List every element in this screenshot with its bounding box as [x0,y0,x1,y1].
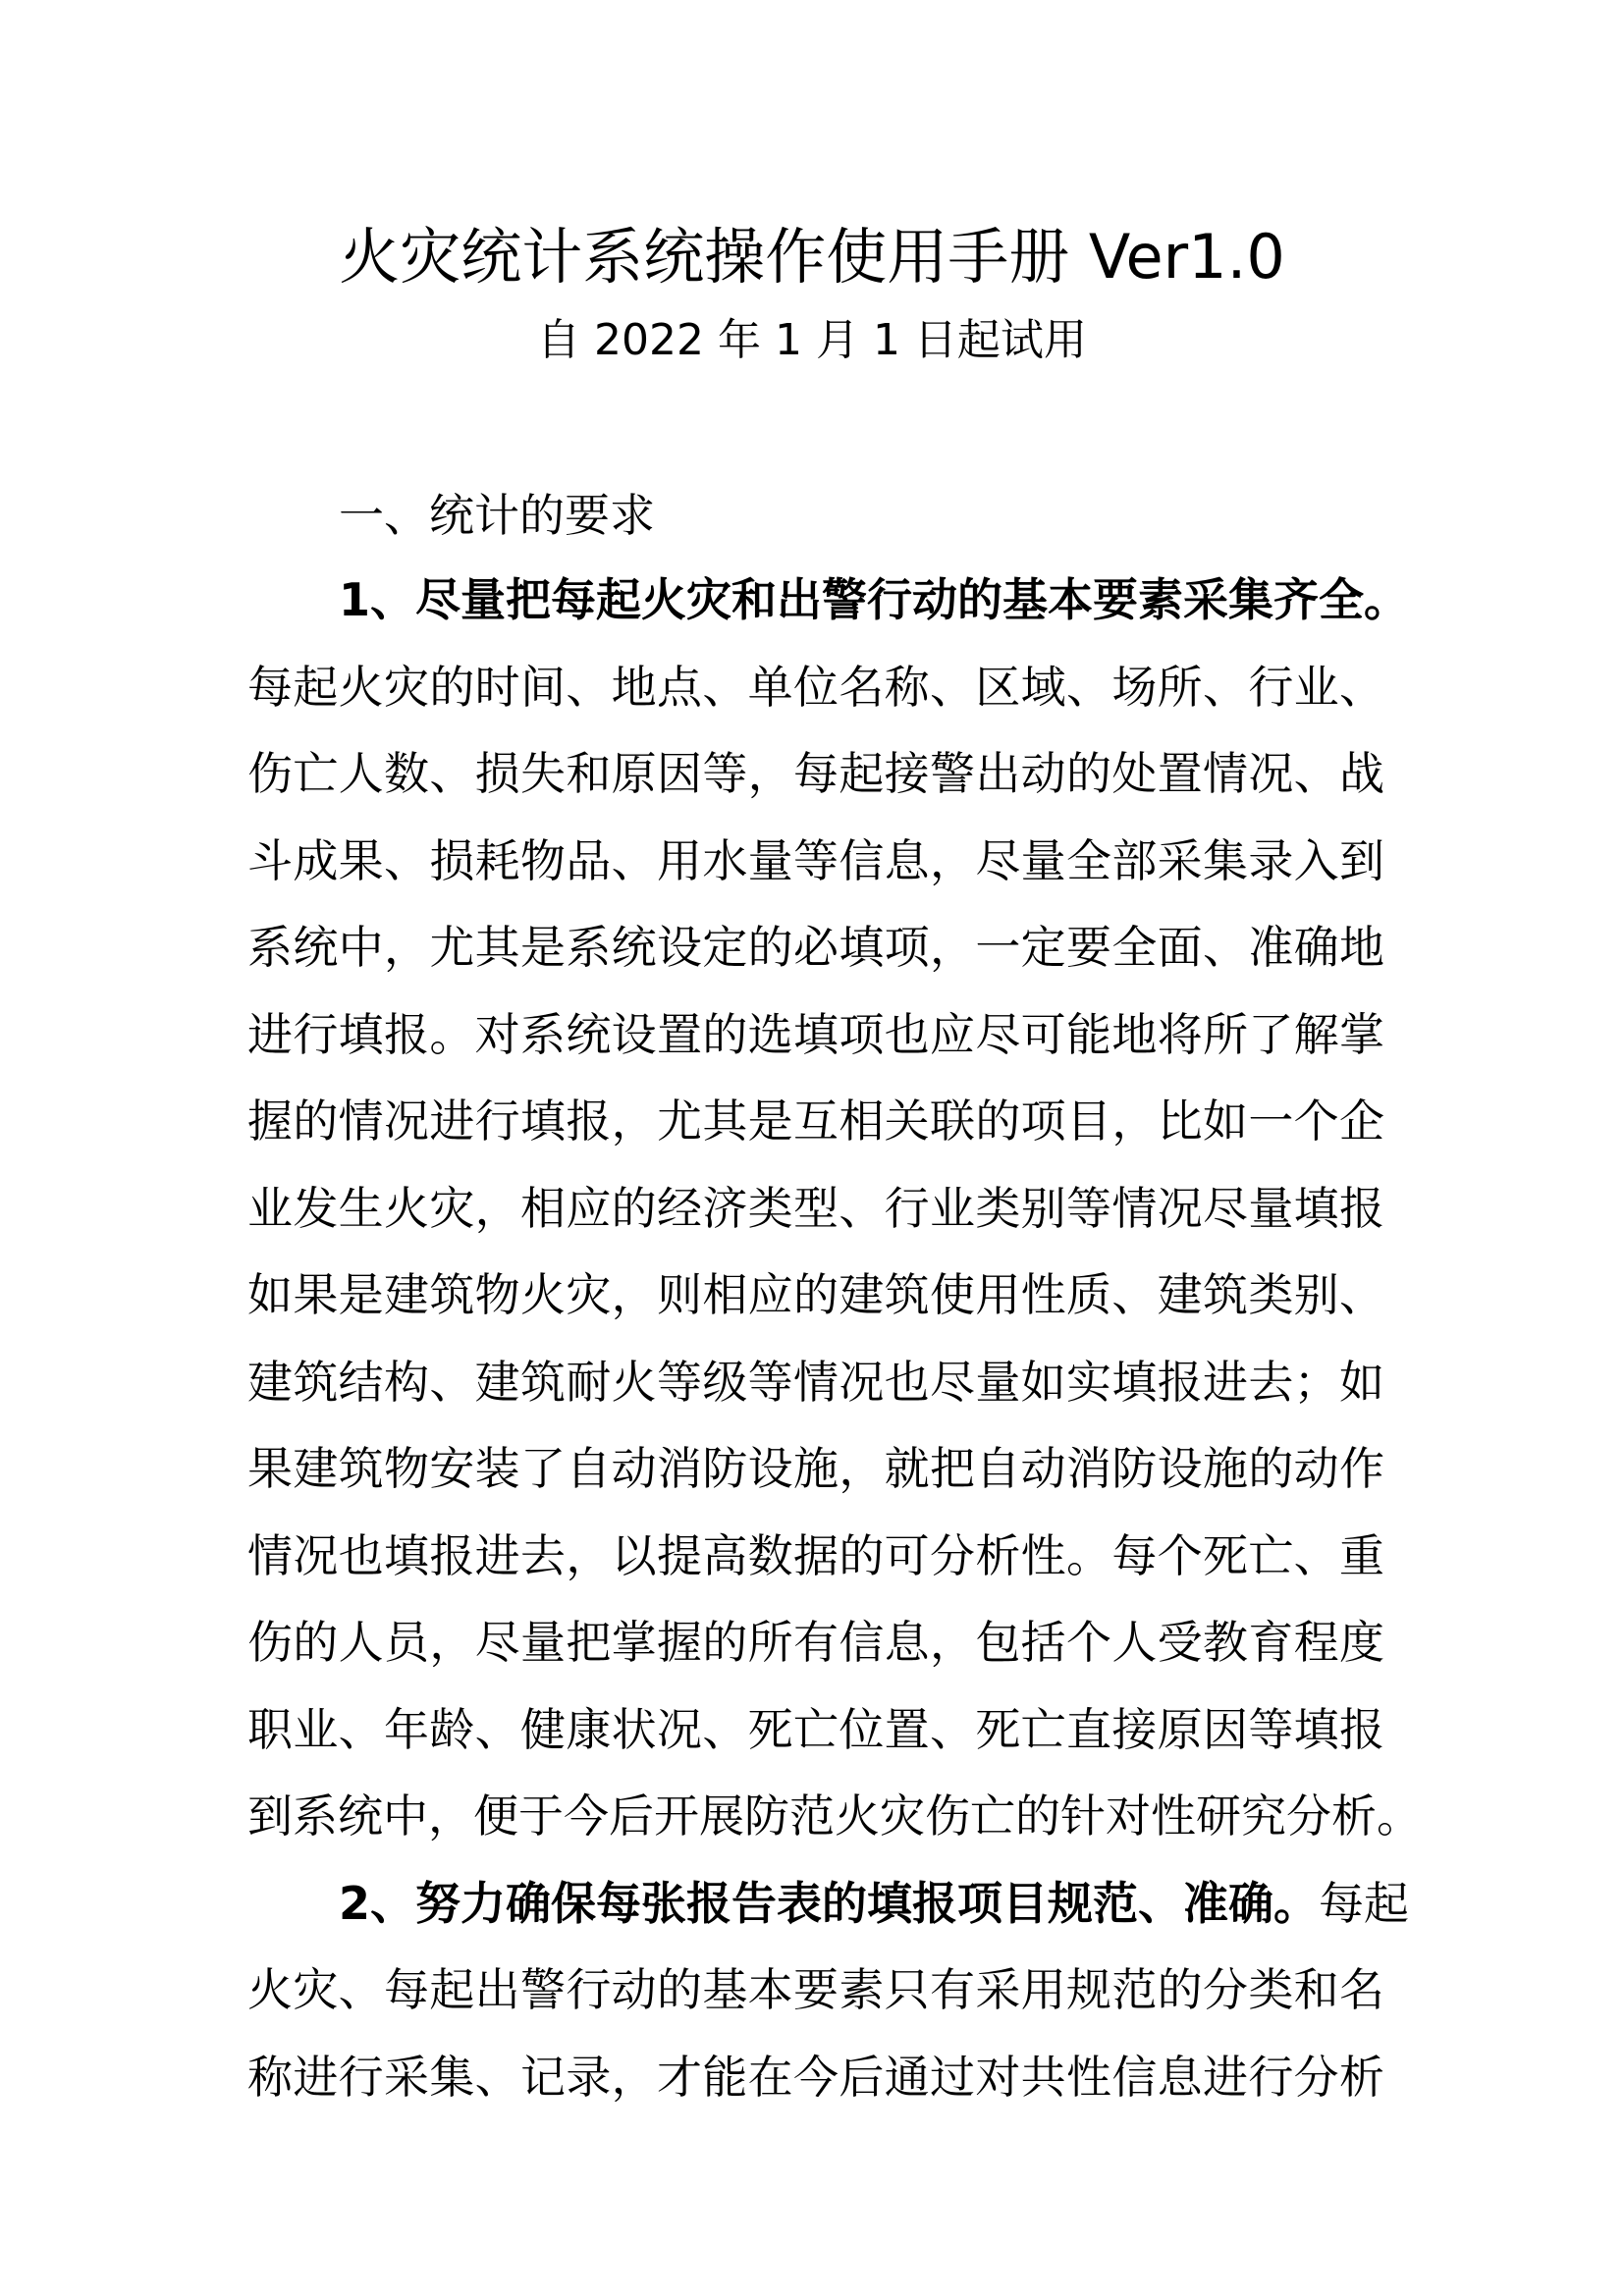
item1-heading [247,557,1410,644]
item2-bold: 2、努力确保每张报告表的填报项目规范、准确。 [339,1876,1320,1930]
paragraph-line: 职业、年龄、健康状况、死亡位置、死亡直接原因等填报 [247,1702,1384,1756]
paragraph-line: 果建筑物安装了自动消防设施，就把自动消防设施的动作 [247,1442,1384,1495]
item2-rest: 每起 [1319,1876,1410,1930]
paragraph-line: 斗成果、损耗物品、用水量等信息，尽量全部采集录入到 [247,833,1384,887]
paragraph-line: 进行填报。对系统设置的选填项也应尽可能地将所了解掌 [247,1007,1384,1061]
paragraph-line: 系统中，尤其是系统设定的必填项，一定要全面、准确地 [247,921,1384,974]
document-body [247,557,1422,2120]
paragraph-line: 业发生火灾，相应的经济类型、行业类别等情况尽量填报 [247,1181,1384,1235]
paragraph-line: 建筑结构、建筑耐火等级等情况也尽量如实填报进去；如 [247,1355,1384,1409]
item1-bold: 1、尽量把每起火灾和出警行动的基本要素采集齐全。 [339,573,1410,626]
document-title: 火灾统计系统操作使用手册 Ver1.0 [339,221,1285,293]
paragraph-line: 每起火灾的时间、地点、单位名称、区域、场所、行业、 [247,660,1384,714]
document-subtitle: 自 2022 年 1 月 1 日起试用 [537,315,1087,365]
paragraph-line: 称进行采集、记录，才能在今后通过对共性信息进行分析 [247,2050,1384,2104]
section-heading: 一、统计的要求 [339,489,655,542]
paragraph-line: 握的情况进行填报，尤其是互相关联的项目，比如一个企 [247,1095,1384,1148]
paragraph-line: 伤的人员，尽量把掌握的所有信息，包括个人受教育程度 [247,1616,1384,1669]
paragraph-line: 情况也填报进去，以提高数据的可分析性。每个死亡、重 [247,1528,1384,1582]
paragraph-line: 伤亡人数、损失和原因等，每起接警出动的处置情况、战 [247,747,1384,800]
item2-heading [247,1860,1410,1948]
paragraph-line: 如果是建筑物火灾，则相应的建筑使用性质、建筑类别、 [247,1268,1384,1321]
paragraph-line: 火灾、每起出警行动的基本要素只有采用规范的分类和名 [247,1963,1384,2016]
paragraph-line: 到系统中，便于今后开展防范火灾伤亡的针对性研究分析。 [247,1789,1422,1842]
